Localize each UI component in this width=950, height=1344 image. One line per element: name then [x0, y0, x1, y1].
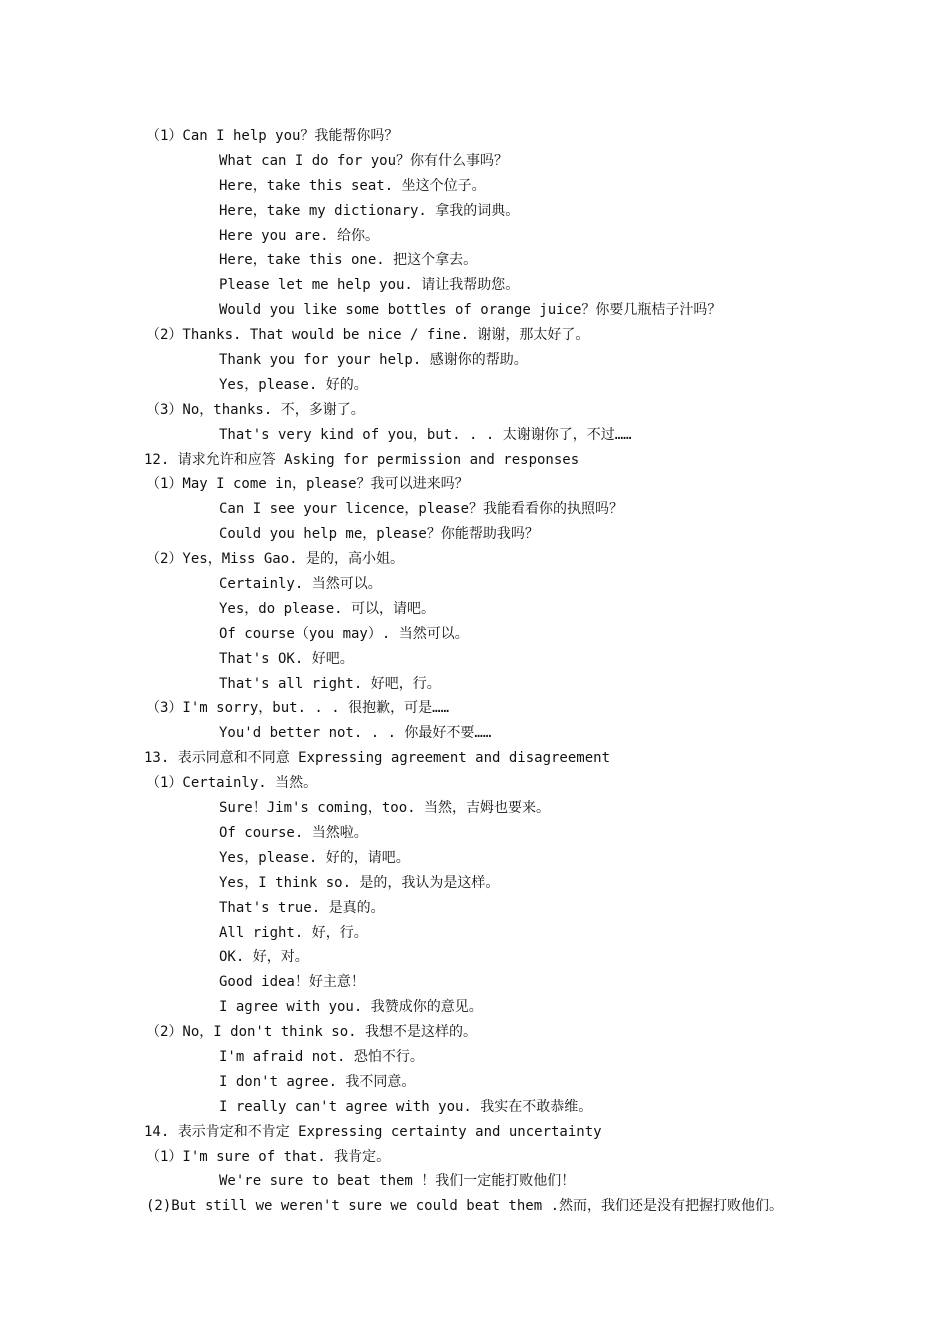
- example-expression: Would you like some bottles of orange juice？你要几瓶桔子汁吗？: [219, 302, 722, 319]
- example-expression: That's all right. 好吧，行。: [219, 675, 441, 692]
- example-expression: Here you are. 给你。: [219, 227, 380, 244]
- example-expression: Good idea！好主意！: [219, 974, 365, 991]
- example-expression: Can I see your licence，please？我能看看你的执照吗？: [219, 501, 624, 518]
- numbered-expression: （2）Thanks. That would be nice / fine. 谢谢，那太好了。: [146, 327, 590, 344]
- example-expression: I really can't agree with you. 我实在不敢恭维。: [219, 1098, 593, 1115]
- example-expression: Please let me help you. 请让我帮助您。: [219, 277, 520, 294]
- example-expression: That's true. 是真的。: [219, 899, 385, 916]
- section-heading: 13. 表示同意和不同意 Expressing agreement and disagreement: [144, 750, 611, 767]
- example-expression: Of course. 当然啦。: [219, 824, 368, 841]
- example-expression: We're sure to beat them ！我们一定能打败他们！: [219, 1173, 576, 1190]
- example-expression: Here，take this seat. 坐这个位子。: [219, 177, 486, 194]
- example-expression: All right. 好，行。: [219, 924, 368, 941]
- example-expression: I don't agree. 我不同意。: [219, 1073, 416, 1090]
- example-expression: OK. 好，对。: [219, 949, 309, 966]
- example-expression: Yes，I think so. 是的，我认为是这样。: [219, 874, 500, 891]
- example-expression: Here，take my dictionary. 拿我的词典。: [219, 202, 520, 219]
- numbered-expression: (2)But still we weren't sure we could beat them .然而，我们还是没有把握打败他们。: [146, 1198, 784, 1215]
- numbered-expression: （1）May I come in，please？我可以进来吗？: [146, 476, 469, 493]
- document-body: [0, 124, 950, 1219]
- numbered-expression: （2）No，I don't think so. 我想不是这样的。: [146, 1024, 478, 1041]
- example-expression: What can I do for you？你有什么事吗？: [219, 152, 509, 169]
- numbered-expression: （1）Certainly. 当然。: [146, 775, 318, 792]
- numbered-expression: （2）Yes，Miss Gao. 是的，高小姐。: [146, 551, 405, 568]
- example-expression: That's OK. 好吧。: [219, 650, 354, 667]
- example-expression: That's very kind of you，but. . . 太谢谢你了，不过……: [219, 426, 632, 443]
- example-expression: Of course（you may）. 当然可以。: [219, 625, 469, 642]
- section-heading: 12. 请求允许和应答 Asking for permission and responses: [144, 451, 580, 468]
- example-expression: I agree with you. 我赞成你的意见。: [219, 999, 483, 1016]
- example-expression: Thank you for your help. 感谢你的帮助。: [219, 352, 528, 369]
- numbered-expression: （3）No，thanks. 不，多谢了。: [146, 401, 365, 418]
- section-heading: 14. 表示肯定和不肯定 Expressing certainty and uncertainty: [144, 1123, 602, 1140]
- example-expression: Yes，please. 好的，请吧。: [219, 849, 410, 866]
- example-expression: Sure！Jim's coming，too. 当然，吉姆也要来。: [219, 800, 551, 817]
- example-expression: I'm afraid not. 恐怕不行。: [219, 1048, 424, 1065]
- example-expression: You'd better not. . . 你最好不要……: [219, 725, 492, 742]
- numbered-expression: （3）I'm sorry，but. . . 很抱歉，可是……: [146, 700, 450, 717]
- numbered-expression: （1）Can I help you？我能帮你吗？: [146, 128, 399, 144]
- example-expression: Could you help me，please？你能帮助我吗？: [219, 526, 539, 543]
- example-expression: Yes，please. 好的。: [219, 376, 368, 393]
- numbered-expression: （1）I'm sure of that. 我肯定。: [146, 1148, 391, 1165]
- example-expression: Certainly. 当然可以。: [219, 576, 382, 593]
- example-expression: Here，take this one. 把这个拿去。: [219, 252, 478, 269]
- example-expression: Yes，do please. 可以，请吧。: [219, 600, 436, 617]
